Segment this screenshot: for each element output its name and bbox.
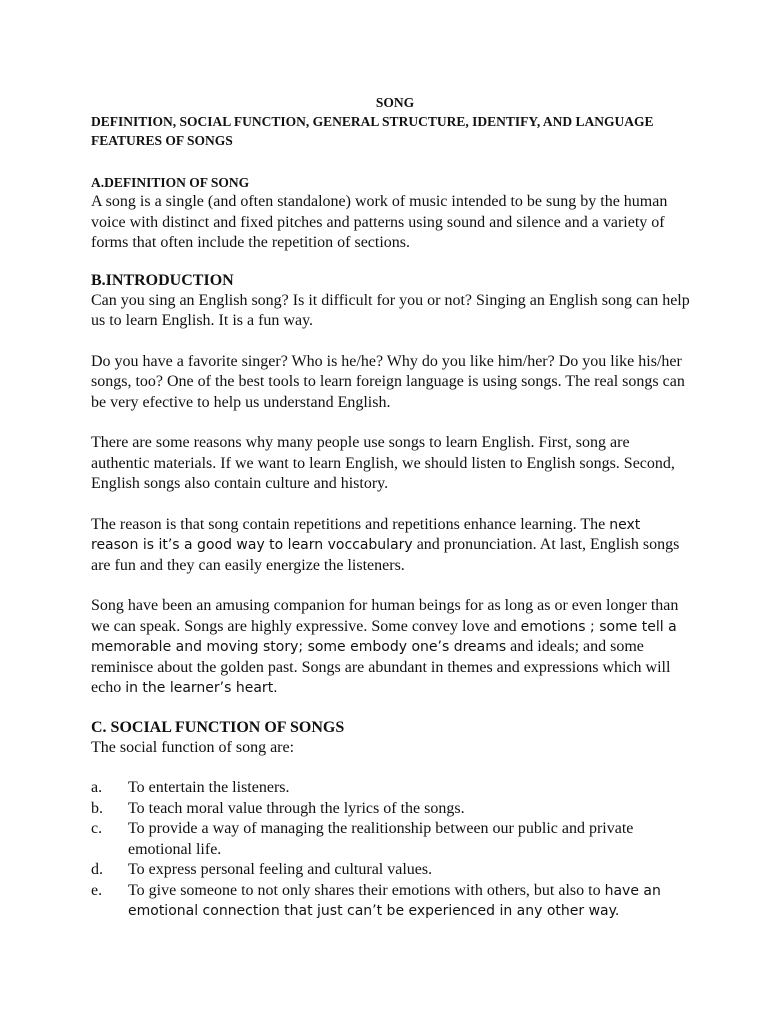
list-item-text: To express personal feeling and cultural values. [128, 861, 433, 878]
list-marker: a. [91, 779, 103, 796]
section-c-intro: The social function of song are: [91, 738, 295, 756]
list-item-text: To give someone to not only shares their emotions with others, but also to [128, 881, 605, 899]
list-item [91, 819, 691, 860]
section-b-heading: B.INTRODUCTION [91, 271, 234, 289]
intro-paragraph-4 [91, 515, 691, 577]
paragraph-5-part-2: emotions ; some tell a memorable and moving story; some embody one’s dreams [91, 618, 677, 655]
list-item-text-sans: have an emotional connection that just can’t be experienced in any other way. [128, 882, 661, 919]
paragraph-5-part-4: in the learner’s heart. [125, 680, 278, 696]
list-marker: e. [91, 881, 103, 899]
list-item-text: To teach moral value through the lyrics of the songs. [128, 799, 465, 817]
list-marker: d. [91, 861, 103, 878]
list-item [91, 778, 691, 799]
intro-paragraph-1: Can you sing an English song? Is it difficult for you or not? Singing an English song can help us to learn English. It is a fun way. [91, 291, 690, 329]
paragraph-4-part-3: and pronunciation. At last, English songs are fun and they can easily energize the listeners. [91, 536, 680, 574]
list-item [91, 799, 691, 820]
document-title: SONG [375, 95, 415, 110]
paragraph-5-part-1: Song have been an amusing companion for human beings for as long as or even longer than we can speak. Songs are highly expressive. Some convey love and [91, 597, 679, 635]
paragraph-4-part-1: The reason is that song contain repetitions and repetitions enhance learning. The [91, 515, 610, 533]
list-marker: c. [91, 820, 103, 837]
intro-paragraph-3: There are some reasons why many people use songs to learn English. First, song are authentic materials. If we want to learn English, we should listen to English songs. Second, English songs also contain culture and history. [91, 434, 675, 492]
list-item [91, 860, 691, 881]
document-body [91, 93, 691, 922]
section-c-heading: C. SOCIAL FUNCTION OF SONGS [91, 718, 345, 736]
list-item [91, 881, 691, 922]
paragraph-4-part-2: next reason is it’s a good way to learn voccabulary [91, 516, 641, 553]
list-marker: b. [91, 799, 103, 817]
paragraph-5-part-3: and ideals; and some reminisce about the golden past. Songs are abundant in themes and expressions which will echo [91, 638, 671, 696]
section-a-text: A song is a single (and often standalone) work of music intended to be sung by the human voice with distinct and fixed pitches and patterns using sound and silence and a variety of forms that often include the repetition of sections. [91, 193, 668, 251]
list-item-text: To entertain the listeners. [128, 779, 290, 796]
list-item-text: To provide a way of managing the realitionship between our public and private emotional life. [128, 820, 634, 858]
document-subtitle: DEFINITION, SOCIAL FUNCTION, GENERAL STRUCTURE, IDENTIFY, AND LANGUAGE FEATURES OF SONGS [91, 114, 654, 148]
social-function-list [91, 778, 691, 922]
section-a-heading: A.DEFINITION OF SONG [91, 175, 250, 190]
intro-paragraph-5 [91, 596, 691, 699]
intro-paragraph-2: Do you have a favorite singer? Who is he/he? Why do you like him/her? Do you like his/her songs, too? One of the best tools to learn foreign language is using songs. The real songs can be very efective to help us understand English. [91, 352, 685, 411]
